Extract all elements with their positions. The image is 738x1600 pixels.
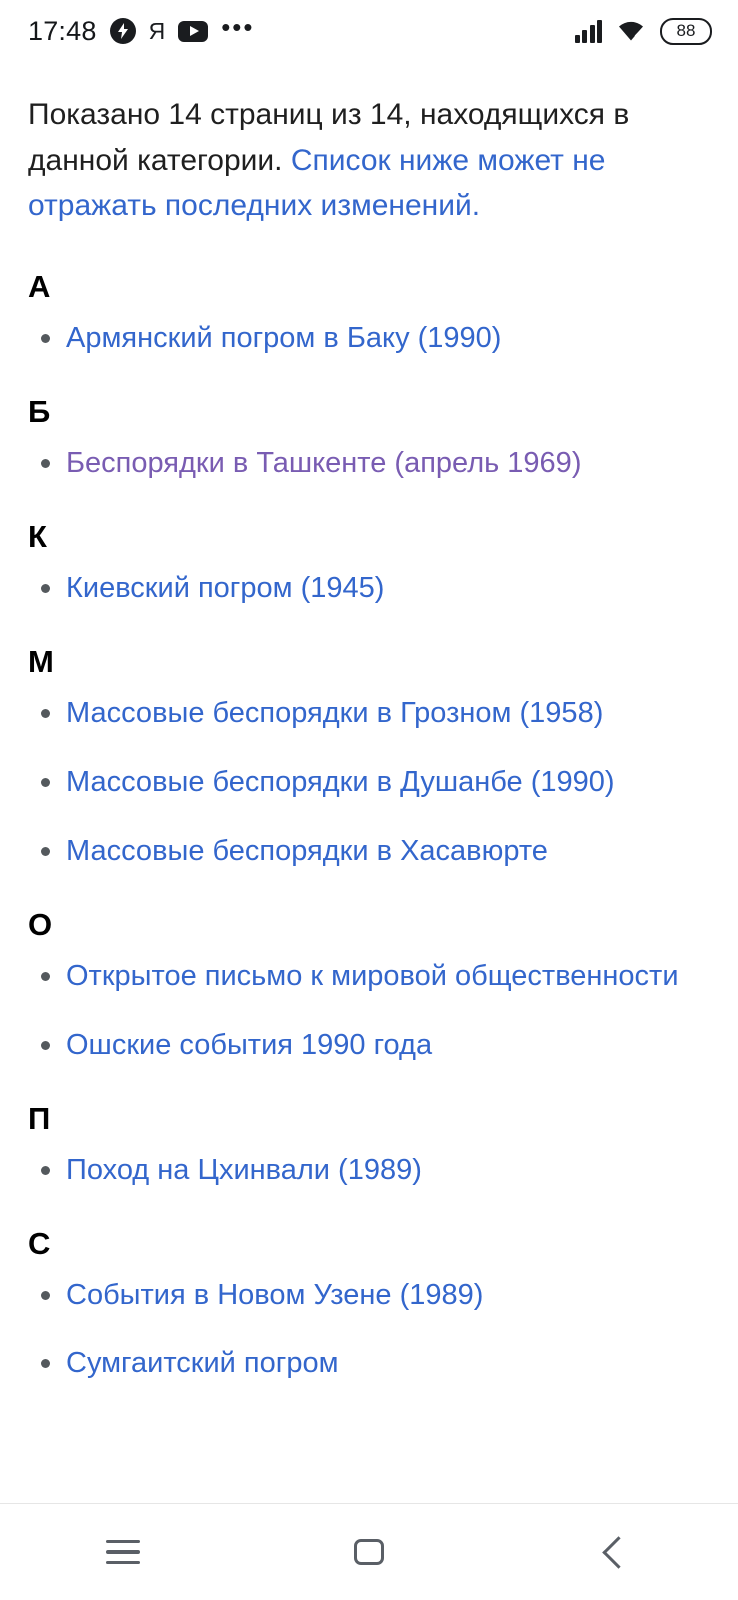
more-notifications-icon: ••• — [221, 12, 255, 42]
entry-link[interactable]: Киевский погром (1945) — [66, 571, 385, 604]
letter-heading: П — [28, 1100, 51, 1136]
status-clock: 17:48 — [28, 15, 97, 46]
section-a — [28, 269, 710, 362]
section-b — [28, 394, 710, 487]
intro-link[interactable]: Список ниже может не отражать последних изменений. — [28, 143, 606, 223]
entry-link[interactable]: Ошские события 1990 года — [66, 1028, 433, 1061]
entry-list — [28, 315, 710, 362]
status-bar-left — [28, 14, 255, 48]
category-intro — [28, 92, 710, 229]
list-item — [28, 828, 710, 875]
entry-list — [28, 1147, 710, 1194]
entry-list — [28, 953, 710, 1069]
section-p — [28, 1101, 710, 1194]
list-item — [28, 690, 710, 737]
entry-list — [28, 1272, 710, 1388]
entry-list — [28, 565, 710, 612]
entry-link[interactable]: Массовые беспорядки в Душанбе (1990) — [66, 765, 615, 798]
list-item — [28, 759, 710, 806]
list-item — [28, 440, 710, 487]
letter-heading: О — [28, 906, 53, 942]
section-s — [28, 1226, 710, 1388]
status-bar-right — [575, 18, 713, 45]
section-o — [28, 907, 710, 1069]
entry-link[interactable]: Массовые беспорядки в Хасавюрте — [66, 834, 548, 867]
entry-link[interactable]: Поход на Цхинвали (1989) — [66, 1153, 422, 1186]
list-item — [28, 953, 710, 1000]
list-item — [28, 565, 710, 612]
home-button[interactable] — [309, 1504, 429, 1600]
entry-link[interactable]: Сумгаитский погром — [66, 1347, 339, 1380]
recents-button[interactable] — [63, 1504, 183, 1600]
letter-heading: А — [28, 268, 51, 304]
intro-text: Показано 14 страниц из 14, находящихся в данной категории. — [28, 98, 630, 177]
home-icon — [354, 1539, 384, 1565]
back-button[interactable] — [555, 1504, 675, 1600]
letter-heading: Б — [28, 393, 51, 429]
back-icon — [602, 1536, 635, 1569]
list-item — [28, 1022, 710, 1069]
entry-link[interactable]: События в Новом Узене (1989) — [66, 1278, 484, 1311]
yandex-icon: Я — [148, 17, 166, 44]
entry-link[interactable]: Армянский погром в Баку (1990) — [66, 321, 502, 354]
status-bar — [0, 0, 738, 62]
battery-status-badge: 88 — [660, 18, 712, 45]
cellular-signal-icon — [575, 19, 603, 43]
letter-heading: М — [28, 643, 55, 679]
section-m — [28, 644, 710, 875]
youtube-icon — [178, 21, 208, 42]
letter-heading: К — [28, 518, 48, 554]
entry-list — [28, 440, 710, 487]
list-item — [28, 1147, 710, 1194]
entry-list — [28, 690, 710, 875]
recents-menu-icon — [106, 1540, 140, 1565]
list-item — [28, 1272, 710, 1319]
page-content — [0, 62, 738, 1387]
list-item — [28, 1340, 710, 1387]
entry-link[interactable]: Открытое письмо к мировой общественности — [66, 959, 679, 992]
entry-link[interactable]: Массовые беспорядки в Грозном (1958) — [66, 696, 604, 729]
section-k — [28, 519, 710, 612]
entry-link[interactable]: Беспорядки в Ташкенте (апрель 1969) — [66, 446, 582, 479]
list-item — [28, 315, 710, 362]
letter-heading: С — [28, 1225, 51, 1261]
wifi-icon — [616, 19, 646, 43]
system-navigation-bar — [0, 1503, 738, 1600]
bolt-icon — [110, 18, 136, 44]
